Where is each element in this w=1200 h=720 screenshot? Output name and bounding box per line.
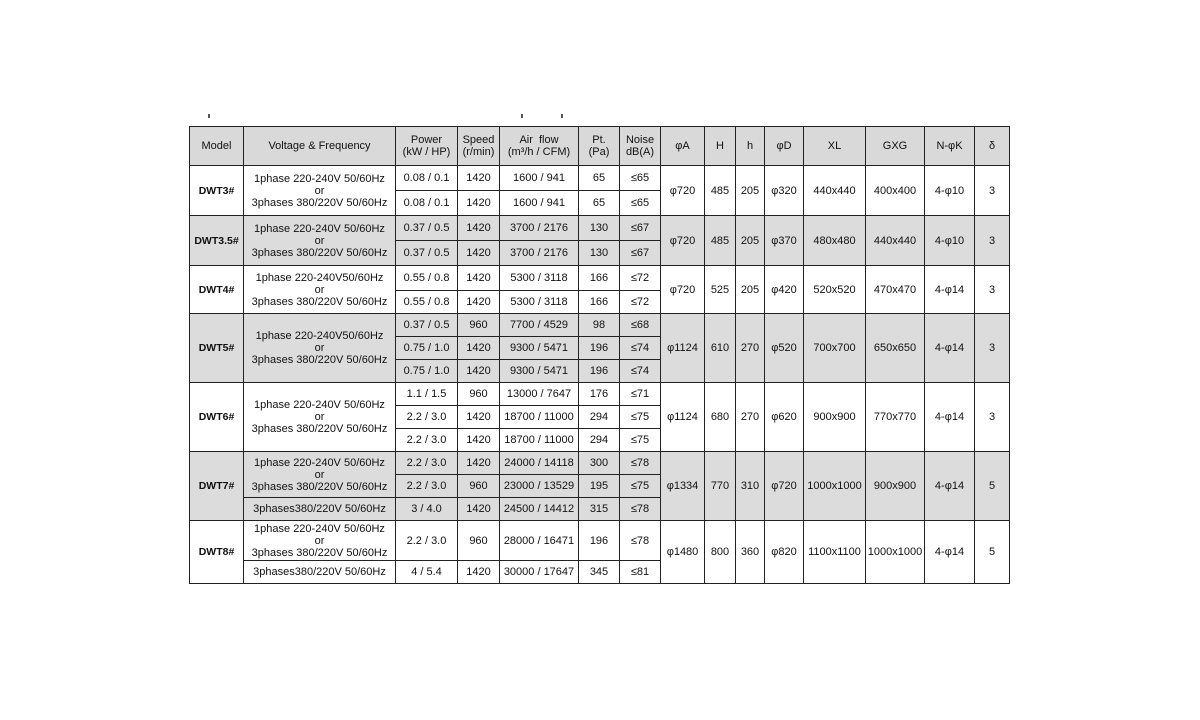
pt-cell: 166: [579, 291, 620, 314]
table-row: [190, 266, 1010, 291]
header-airflow: Air flow (m³/h / CFM): [500, 127, 579, 166]
noise-cell: ≤78: [620, 452, 661, 475]
XL-cell: 480x480: [804, 216, 866, 266]
header-delta: δ: [975, 127, 1010, 166]
pt-cell: 300: [579, 452, 620, 475]
XL-cell: 1000x1000: [804, 452, 866, 521]
power-cell: 0.37 / 0.5: [396, 241, 458, 266]
voltage-cell: 1phase 220-240V 50/60Hz or 3phases 380/220V 50/60Hz: [244, 383, 396, 452]
GXG-cell: 440x440: [866, 216, 925, 266]
model-cell: DWT7#: [190, 452, 244, 521]
h-cell: 270: [736, 314, 765, 383]
phiA-cell: φ720: [661, 166, 705, 216]
delta-cell: 5: [975, 521, 1010, 584]
pt-cell: 315: [579, 498, 620, 521]
header-GXG: GXG: [866, 127, 925, 166]
voltage-cell: 1phase 220-240V 50/60Hz or 3phases 380/220V 50/60Hz: [244, 452, 396, 498]
delta-cell: 3: [975, 266, 1010, 314]
delta-cell: 5: [975, 452, 1010, 521]
header-power: Power (kW / HP): [396, 127, 458, 166]
pt-cell: 65: [579, 166, 620, 191]
voltage-cell: 1phase 220-240V50/60Hz or 3phases 380/220V 50/60Hz: [244, 314, 396, 383]
XL-cell: 1100x1100: [804, 521, 866, 584]
speed-cell: 1420: [458, 360, 500, 383]
NK-cell: 4-φ14: [925, 452, 975, 521]
speed-cell: 960: [458, 314, 500, 337]
table-row: [190, 521, 1010, 561]
voltage-cell: 3phases380/220V 50/60Hz: [244, 498, 396, 521]
model-cell: DWT5#: [190, 314, 244, 383]
NK-cell: 4-φ10: [925, 216, 975, 266]
delta-cell: 3: [975, 383, 1010, 452]
pt-cell: 65: [579, 191, 620, 216]
power-cell: 0.37 / 0.5: [396, 216, 458, 241]
scan-mark-3: [561, 114, 563, 118]
power-cell: 0.75 / 1.0: [396, 360, 458, 383]
speed-cell: 1420: [458, 429, 500, 452]
h-cell: 205: [736, 166, 765, 216]
phiD-cell: φ520: [765, 314, 804, 383]
airflow-cell: 18700 / 11000: [500, 406, 579, 429]
header-pt: Pt. (Pa): [579, 127, 620, 166]
phiA-cell: φ720: [661, 216, 705, 266]
power-cell: 2.2 / 3.0: [396, 475, 458, 498]
header-h: h: [736, 127, 765, 166]
voltage-cell: 1phase 220-240V 50/60Hz or 3phases 380/220V 50/60Hz: [244, 521, 396, 561]
h-cell: 360: [736, 521, 765, 584]
speed-cell: 960: [458, 521, 500, 561]
scan-mark-1: [208, 114, 210, 118]
power-cell: 2.2 / 3.0: [396, 521, 458, 561]
delta-cell: 3: [975, 216, 1010, 266]
speed-cell: 1420: [458, 266, 500, 291]
pt-cell: 166: [579, 266, 620, 291]
airflow-cell: 1600 / 941: [500, 166, 579, 191]
noise-cell: ≤78: [620, 498, 661, 521]
model-cell: DWT6#: [190, 383, 244, 452]
speed-cell: 1420: [458, 241, 500, 266]
noise-cell: ≤81: [620, 561, 661, 584]
airflow-cell: 30000 / 17647: [500, 561, 579, 584]
phiD-cell: φ720: [765, 452, 804, 521]
header-NK: N-φK: [925, 127, 975, 166]
model-cell: DWT3.5#: [190, 216, 244, 266]
H-cell: 525: [705, 266, 736, 314]
GXG-cell: 650x650: [866, 314, 925, 383]
phiD-cell: φ620: [765, 383, 804, 452]
airflow-cell: 13000 / 7647: [500, 383, 579, 406]
power-cell: 0.75 / 1.0: [396, 337, 458, 360]
header-phiD: φD: [765, 127, 804, 166]
pt-cell: 294: [579, 406, 620, 429]
H-cell: 680: [705, 383, 736, 452]
noise-cell: ≤74: [620, 360, 661, 383]
power-cell: 0.55 / 0.8: [396, 291, 458, 314]
model-cell: DWT4#: [190, 266, 244, 314]
speed-cell: 1420: [458, 191, 500, 216]
speed-cell: 1420: [458, 452, 500, 475]
H-cell: 770: [705, 452, 736, 521]
phiD-cell: φ320: [765, 166, 804, 216]
header-XL: XL: [804, 127, 866, 166]
speed-cell: 960: [458, 383, 500, 406]
NK-cell: 4-φ10: [925, 166, 975, 216]
header-noise: Noise dB(A): [620, 127, 661, 166]
delta-cell: 3: [975, 314, 1010, 383]
table-row: [190, 216, 1010, 241]
noise-cell: ≤65: [620, 166, 661, 191]
noise-cell: ≤72: [620, 291, 661, 314]
airflow-cell: 5300 / 3118: [500, 266, 579, 291]
pt-cell: 98: [579, 314, 620, 337]
airflow-cell: 28000 / 16471: [500, 521, 579, 561]
phiA-cell: φ720: [661, 266, 705, 314]
NK-cell: 4-φ14: [925, 521, 975, 584]
h-cell: 270: [736, 383, 765, 452]
power-cell: 2.2 / 3.0: [396, 429, 458, 452]
GXG-cell: 470x470: [866, 266, 925, 314]
GXG-cell: 1000x1000: [866, 521, 925, 584]
scan-mark-2: [521, 114, 523, 118]
speed-cell: 1420: [458, 216, 500, 241]
power-cell: 4 / 5.4: [396, 561, 458, 584]
pt-cell: 195: [579, 475, 620, 498]
power-cell: 1.1 / 1.5: [396, 383, 458, 406]
power-cell: 0.37 / 0.5: [396, 314, 458, 337]
phiD-cell: φ820: [765, 521, 804, 584]
voltage-cell: 1phase 220-240V 50/60Hz or 3phases 380/220V 50/60Hz: [244, 216, 396, 266]
table-row: [190, 383, 1010, 406]
power-cell: 2.2 / 3.0: [396, 452, 458, 475]
phiA-cell: φ1124: [661, 383, 705, 452]
NK-cell: 4-φ14: [925, 383, 975, 452]
airflow-cell: 23000 / 13529: [500, 475, 579, 498]
XL-cell: 440x440: [804, 166, 866, 216]
speed-cell: 1420: [458, 406, 500, 429]
voltage-cell: 1phase 220-240V50/60Hz or 3phases 380/220V 50/60Hz: [244, 266, 396, 314]
H-cell: 610: [705, 314, 736, 383]
h-cell: 310: [736, 452, 765, 521]
GXG-cell: 770x770: [866, 383, 925, 452]
power-cell: 0.08 / 0.1: [396, 166, 458, 191]
H-cell: 485: [705, 216, 736, 266]
noise-cell: ≤72: [620, 266, 661, 291]
power-cell: 3 / 4.0: [396, 498, 458, 521]
noise-cell: ≤78: [620, 521, 661, 561]
phiA-cell: φ1124: [661, 314, 705, 383]
pt-cell: 196: [579, 360, 620, 383]
header-phiA: φA: [661, 127, 705, 166]
H-cell: 485: [705, 166, 736, 216]
pt-cell: 130: [579, 241, 620, 266]
header-H: H: [705, 127, 736, 166]
GXG-cell: 400x400: [866, 166, 925, 216]
pt-cell: 176: [579, 383, 620, 406]
airflow-cell: 24000 / 14118: [500, 452, 579, 475]
header-speed: Speed (r/min): [458, 127, 500, 166]
table-row: [190, 452, 1010, 475]
model-cell: DWT8#: [190, 521, 244, 584]
phiD-cell: φ420: [765, 266, 804, 314]
airflow-cell: 3700 / 2176: [500, 241, 579, 266]
airflow-cell: 9300 / 5471: [500, 337, 579, 360]
noise-cell: ≤68: [620, 314, 661, 337]
spec-table-container: [189, 126, 1011, 603]
h-cell: 205: [736, 266, 765, 314]
noise-cell: ≤75: [620, 406, 661, 429]
airflow-cell: 9300 / 5471: [500, 360, 579, 383]
NK-cell: 4-φ14: [925, 266, 975, 314]
noise-cell: ≤71: [620, 383, 661, 406]
fan-spec-table: [189, 126, 1010, 584]
header-voltage: Voltage & Frequency: [244, 127, 396, 166]
h-cell: 205: [736, 216, 765, 266]
airflow-cell: 18700 / 11000: [500, 429, 579, 452]
GXG-cell: 900x900: [866, 452, 925, 521]
airflow-cell: 3700 / 2176: [500, 216, 579, 241]
phiD-cell: φ370: [765, 216, 804, 266]
noise-cell: ≤75: [620, 429, 661, 452]
airflow-cell: 5300 / 3118: [500, 291, 579, 314]
noise-cell: ≤67: [620, 216, 661, 241]
voltage-cell: 1phase 220-240V 50/60Hz or 3phases 380/220V 50/60Hz: [244, 166, 396, 216]
power-cell: 0.08 / 0.1: [396, 191, 458, 216]
power-cell: 0.55 / 0.8: [396, 266, 458, 291]
model-cell: DWT3#: [190, 166, 244, 216]
table-row: [190, 166, 1010, 191]
pt-cell: 345: [579, 561, 620, 584]
H-cell: 800: [705, 521, 736, 584]
header-model: Model: [190, 127, 244, 166]
speed-cell: 1420: [458, 166, 500, 191]
XL-cell: 900x900: [804, 383, 866, 452]
airflow-cell: 1600 / 941: [500, 191, 579, 216]
voltage-cell: 3phases380/220V 50/60Hz: [244, 561, 396, 584]
airflow-cell: 24500 / 14412: [500, 498, 579, 521]
speed-cell: 1420: [458, 291, 500, 314]
pt-cell: 196: [579, 337, 620, 360]
power-cell: 2.2 / 3.0: [396, 406, 458, 429]
noise-cell: ≤75: [620, 475, 661, 498]
speed-cell: 1420: [458, 498, 500, 521]
delta-cell: 3: [975, 166, 1010, 216]
header-row: [190, 127, 1010, 166]
XL-cell: 520x520: [804, 266, 866, 314]
table-row: [190, 314, 1010, 337]
pt-cell: 196: [579, 521, 620, 561]
noise-cell: ≤65: [620, 191, 661, 216]
speed-cell: 1420: [458, 337, 500, 360]
XL-cell: 700x700: [804, 314, 866, 383]
noise-cell: ≤67: [620, 241, 661, 266]
airflow-cell: 7700 / 4529: [500, 314, 579, 337]
noise-cell: ≤74: [620, 337, 661, 360]
phiA-cell: φ1334: [661, 452, 705, 521]
pt-cell: 294: [579, 429, 620, 452]
phiA-cell: φ1480: [661, 521, 705, 584]
speed-cell: 960: [458, 475, 500, 498]
NK-cell: 4-φ14: [925, 314, 975, 383]
speed-cell: 1420: [458, 561, 500, 584]
pt-cell: 130: [579, 216, 620, 241]
